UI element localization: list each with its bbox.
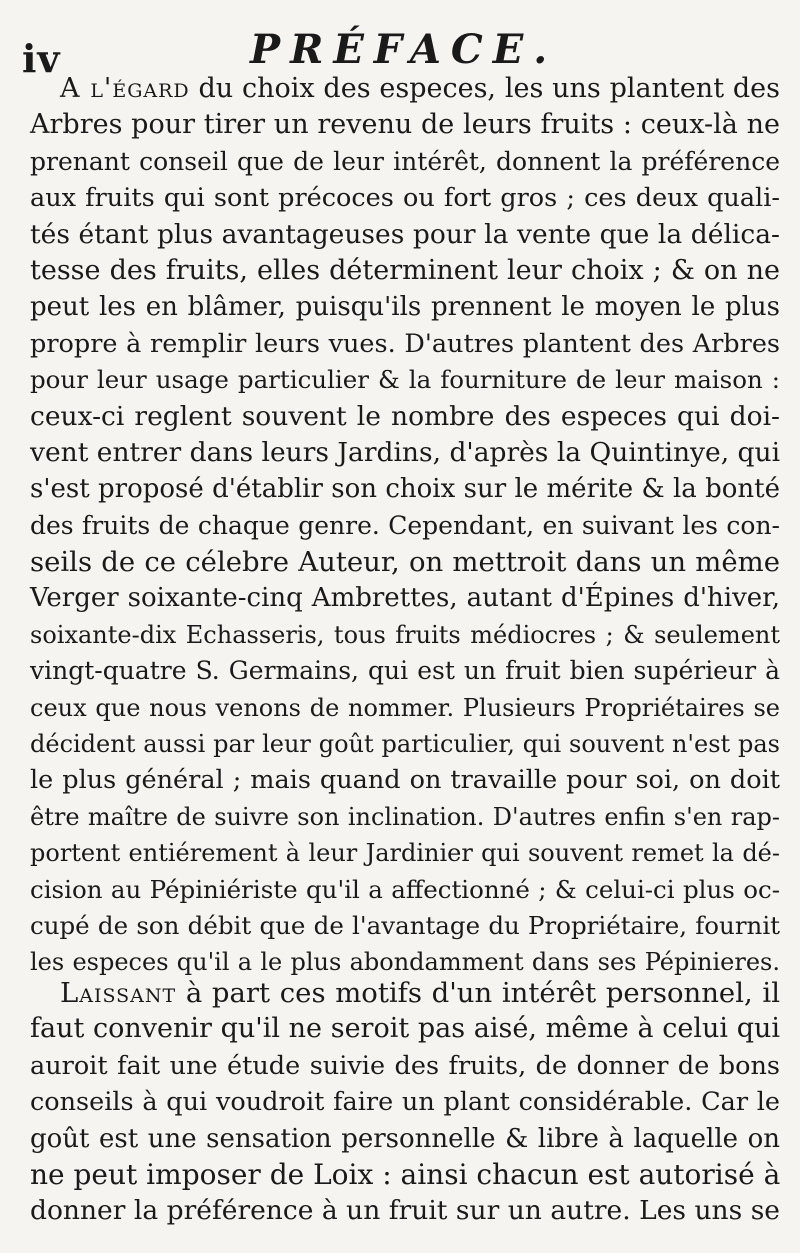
text-line: Laissant à part ces motifs d'un intérêt personnel, il [60, 977, 780, 1009]
text-line: cision au Pépiniériste qu'il a affectionné ; & celui-ci plus oc- [30, 874, 780, 904]
text-line: peut les en blâmer, puisqu'ils prennent le moyen le plus [30, 292, 780, 323]
text-line: cupé de son débit que de l'avantage du Propriétaire, fournit [30, 910, 780, 940]
text-line: seils de ce célebre Auteur, on mettroit dans un même [30, 546, 780, 579]
text-line: décident aussi par leur goût particulier, qui souvent n'est pas [30, 730, 780, 759]
text-line: A l'égard du choix des especes, les uns plantent des [60, 73, 780, 104]
paragraph-lead: A l'égard [60, 73, 190, 104]
text-line: tesse des fruits, elles déterminent leur choix ; & on ne [30, 254, 780, 286]
running-title: PRÉFACE. [250, 26, 558, 73]
text-line: aux fruits qui sont précoces ou fort gros ; ces deux quali- [30, 183, 780, 214]
text-line: donner la préférence à un fruit sur un autre. Les uns se [30, 1195, 780, 1227]
text-line: goût est une sensation personnelle & libre à laquelle on [30, 1123, 780, 1154]
page-number: iv [22, 36, 61, 81]
text-line: Verger soixante-cinq Ambrettes, autant d'Épines d'hiver, [30, 583, 780, 614]
text-line: tés étant plus avantageuses pour la vente que la délica- [30, 218, 780, 250]
paragraph-lead: Laissant [60, 977, 177, 1009]
paragraph-1 [30, 71, 780, 981]
text-line: les especes qu'il a le plus abondamment dans ses Pépinieres. [30, 948, 780, 977]
text-line: Arbres pour tirer un revenu de leurs fruits : ceux-là ne [30, 109, 780, 141]
text-line: être maître de suivre son inclination. D'autres enfin s'en rap- [30, 802, 780, 831]
text-line: ceux-ci reglent souvent le nombre des especes qui doi- [30, 400, 780, 432]
text-line: vent entrer dans leurs Jardins, d'après la Quintinye, qui [30, 436, 781, 468]
text-line: faut convenir qu'il ne seroit pas aisé, même à celui qui [30, 1013, 780, 1045]
text-line: le plus général ; mais quand on travaille pour soi, on doit [30, 765, 780, 796]
text-line: prenant conseil que de leur intérêt, donnent la préférence [30, 146, 780, 176]
text-line: soixante-dix Echasseris, tous fruits médiocres ; & seulement [30, 620, 780, 649]
text-line: conseils à qui voudroit faire un plant considérable. Car le [30, 1087, 780, 1118]
text-line: ceux que nous venons de nommer. Plusieurs Propriétaires se [30, 693, 780, 722]
text-line: des fruits de chaque genre. Cependant, en suivant les con- [30, 510, 780, 540]
text-line: ne peut imposer de Loix : ainsi chacun est autorisé à [30, 1157, 781, 1191]
text-line: portent entiérement à leur Jardinier qui souvent remet la dé- [30, 839, 780, 868]
text-line: pour leur usage particulier & la fourniture de leur maison : [30, 365, 780, 395]
text-line: s'est proposé d'établir son choix sur le mérite & la bonté [30, 474, 780, 505]
text-line: vingt-quatre S. Germains, qui est un fruit bien supérieur à [30, 656, 780, 686]
paragraph-2 [30, 975, 780, 1230]
text-line: auroit fait une étude suivie des fruits, de donner de bons [30, 1050, 780, 1081]
text-line: propre à remplir leurs vues. D'autres plantent des Arbres [30, 328, 780, 359]
